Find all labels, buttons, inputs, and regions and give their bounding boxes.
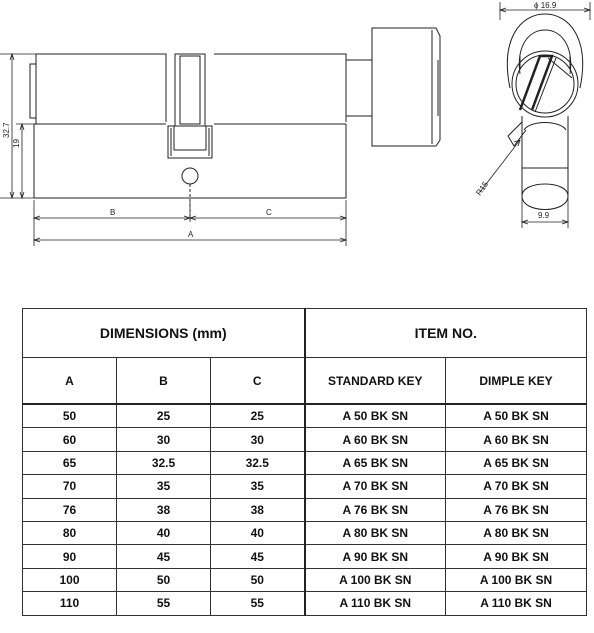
cell-b: 55	[117, 592, 211, 615]
cell-c: 30	[211, 428, 305, 451]
cylinder-upper-right	[214, 54, 346, 122]
cell-dimple-key: A 110 BK SN	[446, 592, 587, 615]
cell-standard-key: A 50 BK SN	[305, 404, 446, 428]
cylinder-upper-left	[36, 54, 166, 122]
cell-dimple-key: A 65 BK SN	[446, 451, 587, 474]
cell-a: 50	[23, 404, 117, 428]
cell-dimple-key: A 76 BK SN	[446, 498, 587, 521]
column-header-dimple-key: DIMPLE KEY	[446, 358, 587, 405]
dimensions-group-header: DIMENSIONS (mm)	[23, 309, 305, 358]
cell-b: 25	[117, 404, 211, 428]
cell-a: 60	[23, 428, 117, 451]
cell-a: 80	[23, 521, 117, 544]
table-row	[23, 592, 587, 615]
cell-dimple-key: A 60 BK SN	[446, 428, 587, 451]
side-view	[30, 28, 440, 220]
cell-standard-key: A 110 BK SN	[305, 592, 446, 615]
cell-b: 38	[117, 498, 211, 521]
cell-standard-key: A 90 BK SN	[305, 545, 446, 568]
table-body	[23, 404, 587, 615]
cell-b: 30	[117, 428, 211, 451]
cell-a: 110	[23, 592, 117, 615]
table-row	[23, 521, 587, 544]
cylinder-technical-drawing	[0, 0, 594, 260]
cell-b: 32.5	[117, 451, 211, 474]
cell-b: 35	[117, 475, 211, 498]
cell-b: 45	[117, 545, 211, 568]
cam	[168, 126, 212, 158]
cell-c: 25	[211, 404, 305, 428]
cell-standard-key: A 65 BK SN	[305, 451, 446, 474]
cell-a: 100	[23, 568, 117, 591]
cell-c: 40	[211, 521, 305, 544]
cell-a: 70	[23, 475, 117, 498]
dim-label-c: C	[266, 208, 272, 217]
item-no-group-header: ITEM NO.	[305, 309, 587, 358]
table-row	[23, 545, 587, 568]
dimensions-table	[22, 308, 587, 616]
table-row	[23, 428, 587, 451]
cell-dimple-key: A 100 BK SN	[446, 568, 587, 591]
cell-b: 50	[117, 568, 211, 591]
end-view	[480, 2, 590, 228]
dim-label-radius: R15	[474, 179, 491, 198]
cell-standard-key: A 60 BK SN	[305, 428, 446, 451]
cell-c: 55	[211, 592, 305, 615]
cell-b: 40	[117, 521, 211, 544]
dim-label-b: B	[110, 208, 116, 217]
cell-standard-key: A 100 BK SN	[305, 568, 446, 591]
cell-standard-key: A 76 BK SN	[305, 498, 446, 521]
cell-standard-key: A 70 BK SN	[305, 475, 446, 498]
cell-c: 50	[211, 568, 305, 591]
cell-a: 90	[23, 545, 117, 568]
column-header-b: B	[117, 358, 211, 405]
fixing-screw-hole	[182, 168, 198, 184]
column-header-standard-key: STANDARD KEY	[305, 358, 446, 405]
cell-c: 38	[211, 498, 305, 521]
table-row	[23, 404, 587, 428]
cell-dimple-key: A 50 BK SN	[446, 404, 587, 428]
column-header-c: C	[211, 358, 305, 405]
cell-dimple-key: A 80 BK SN	[446, 521, 587, 544]
cell-c: 45	[211, 545, 305, 568]
cell-c: 32.5	[211, 451, 305, 474]
column-header-a: A	[23, 358, 117, 405]
cell-dimple-key: A 90 BK SN	[446, 545, 587, 568]
cell-c: 35	[211, 475, 305, 498]
thumbturn	[372, 28, 440, 146]
cell-standard-key: A 80 BK SN	[305, 521, 446, 544]
table-row	[23, 451, 587, 474]
dim-label-32-7: 32.7	[2, 122, 11, 138]
dim-label-19: 19	[12, 139, 21, 148]
table-row	[23, 475, 587, 498]
dim-label-a: A	[188, 230, 194, 239]
dim-label-cam-width: 9.9	[538, 211, 550, 220]
cell-dimple-key: A 70 BK SN	[446, 475, 587, 498]
side-view-dimensions	[0, 54, 346, 246]
cell-a: 76	[23, 498, 117, 521]
table-row	[23, 498, 587, 521]
dim-label-diameter: ϕ 16.9	[534, 1, 557, 10]
cell-a: 65	[23, 451, 117, 474]
table-row	[23, 568, 587, 591]
